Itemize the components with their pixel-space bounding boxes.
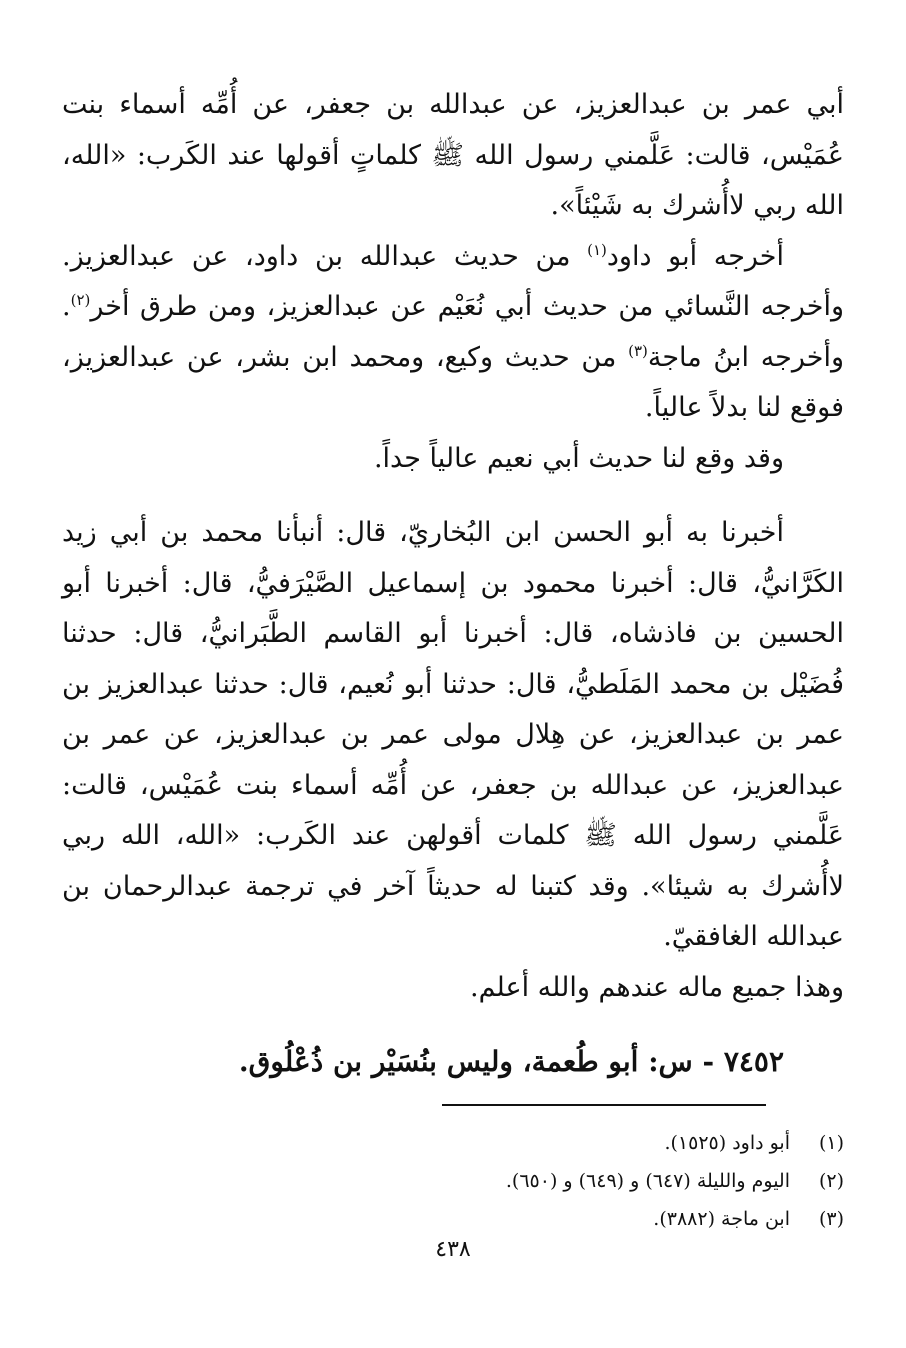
footnote-text: أبو داود (١٥٢٥). bbox=[664, 1132, 790, 1154]
footnote-text: ابن ماجة (٣٨٨٢). bbox=[653, 1208, 790, 1230]
main-text bbox=[62, 80, 844, 1088]
page-number: ٤٣٨ bbox=[435, 1237, 471, 1262]
footnote-number: (٢) bbox=[818, 1170, 844, 1192]
takhrij-abu-dawud: أخرجه أبو داود bbox=[606, 240, 784, 272]
footnote-ref-2[interactable]: (٢) bbox=[70, 291, 91, 309]
footnote-ref-3[interactable]: (٣) bbox=[628, 341, 648, 360]
footnote-number: (١) bbox=[818, 1132, 844, 1154]
entry-heading: ٧٤٥٢ - س: أبو طُعمة، وليس بنُسَيْر بن ذُعْلُوق. bbox=[238, 1045, 784, 1078]
paragraph-abu-nuaim: وقد وقع لنا حديث أبي نعيم عالياً جداً. bbox=[373, 442, 784, 474]
takhrij-nasai: من حديث عبدالله بن داود، عن عبدالعزيز. وأخرجه النَّسائي من حديث أبي نُعَيْم عن عبدالعزيز، ومن طرق أخر bbox=[62, 240, 844, 322]
footnotes bbox=[62, 1124, 844, 1238]
paragraph-hadith-text: أبي عمر بن عبدالعزيز، عن عبدالله بن جعفر، عن أُمِّه أسماء بنت عُمَيْس، قالت: عَلَّمني رسول الله ﷺ كلماتٍ أقولها عند الكَرب: «الله، الله ربي لاأُشرك به شَيْئاً». bbox=[62, 89, 844, 221]
footnote-3 bbox=[62, 1200, 844, 1238]
takhrij-ibn-majah: . وأخرجه ابنُ ماجة bbox=[62, 291, 844, 373]
footnote-text: اليوم والليلة (٦٤٧) و (٦٤٩) و (٦٥٠). bbox=[505, 1170, 790, 1192]
takhrij-conclusion: من حديث وكيع، ومحمد ابن بشر، عن عبدالعزيز، فوقع لنا بدلاً عالياً. bbox=[62, 341, 844, 423]
footnote-ref-1[interactable]: (١) bbox=[587, 240, 607, 259]
footnote-1 bbox=[62, 1124, 844, 1162]
footnote-number: (٣) bbox=[818, 1208, 844, 1230]
footnote-divider bbox=[442, 1104, 766, 1106]
paragraph-takhrij bbox=[62, 232, 844, 434]
paragraph-isnad: أخبرنا به أبو الحسن ابن البُخاريّ، قال: أنبأنا محمد بن أبي زيد الكَرَّانيُّ، قال: أخبرنا محمود بن إسماعيل الصَّيْرَفيُّ، قال: أخبرنا أبو الحسين بن فاذشاه، قال: أخبرنا أبو القاسم الطَّبَرانيُّ، قال: حدثنا فُضَيْل بن محمد المَلَطيُّ، قال: حدثنا أبو نُعيم، قال: حدثنا عبدالعزيز بن عمر بن عبدالعزيز، عن هِلال مولى عمر بن عبدالعزيز، عن عمر بن عبدالعزيز، عن عبدالله بن جعفر، عن أُمِّه أسماء بنت عُمَيْس، قالت: عَلَّمني رسول الله ﷺ كلمات أقولهن عند الكَرب: «الله، الله ربي لاأُشرك به شيئا». وقد كتبنا له حديثاً آخر في ترجمة عبدالرحمان بن عبدالله الغافقيّ. bbox=[62, 517, 844, 952]
paragraph-closing: وهذا جميع ماله عندهم والله أعلم. bbox=[470, 971, 844, 1003]
footnote-2 bbox=[62, 1162, 844, 1200]
